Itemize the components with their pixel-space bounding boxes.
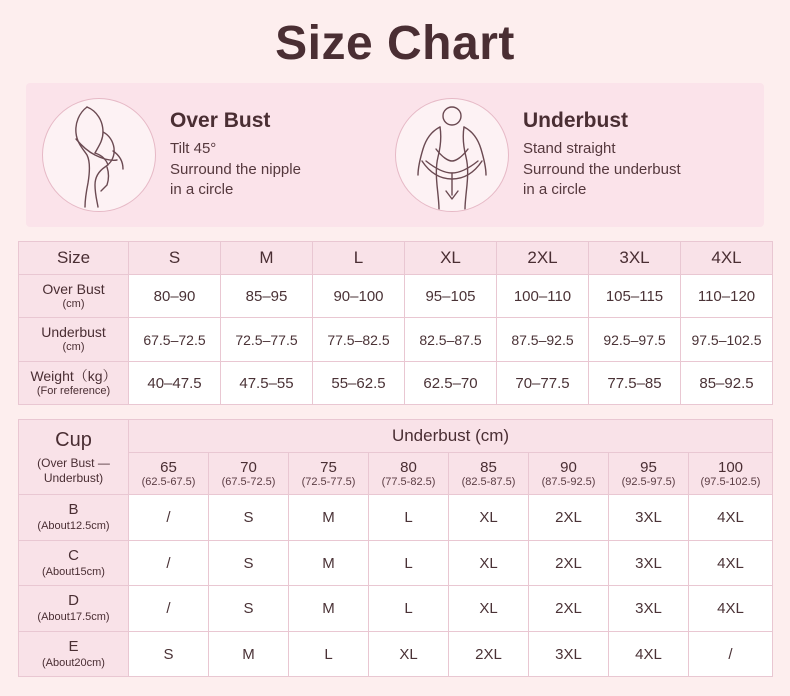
row-header-weight-note: (For reference) — [36, 384, 111, 397]
cell-underbust-s: 67.5–72.5 — [129, 318, 221, 362]
cell-weight-xl: 62.5–70 — [405, 361, 497, 405]
table-row-subheader — [19, 453, 773, 495]
col-header-65-main: 65 — [160, 459, 177, 477]
row-header-weight-label: Weight（kg） — [30, 367, 117, 384]
cell-overbust-m: 85–95 — [221, 274, 313, 318]
col-header-75-main: 75 — [320, 459, 337, 477]
cell-e-70: M — [209, 631, 289, 677]
guide-underbust-line-1: Stand straight — [523, 140, 616, 158]
col-header-75-range: (72.5-77.5) — [301, 476, 356, 489]
cell-d-95: 3XL — [609, 586, 689, 632]
cell-c-100: 4XL — [689, 540, 773, 586]
row-header-cup-b-label: B — [68, 501, 79, 519]
row-header-cup-e — [19, 631, 129, 677]
col-header-95 — [609, 453, 689, 495]
cell-d-70: S — [209, 586, 289, 632]
cell-b-80: L — [369, 495, 449, 541]
corner-header-cup-label: Cup — [55, 428, 92, 451]
table-row-header — [19, 420, 773, 453]
cell-d-90: 2XL — [529, 586, 609, 632]
row-header-cup-e-note: (About20cm) — [42, 656, 105, 669]
guide-underbust — [395, 98, 748, 212]
guide-over-bust-line-3: in a circle — [170, 180, 234, 198]
cell-c-80: L — [369, 540, 449, 586]
row-header-cup-c-label: C — [68, 546, 79, 564]
cell-weight-3xl: 77.5–85 — [589, 361, 681, 405]
row-header-cup-d — [19, 586, 129, 632]
col-header-90-main: 90 — [560, 459, 577, 477]
row-header-weight — [19, 361, 129, 405]
table-row — [19, 361, 773, 405]
col-header-100-range: (97.5-102.5) — [700, 476, 761, 489]
cell-underbust-l: 77.5–82.5 — [313, 318, 405, 362]
measurement-guide-band — [26, 83, 764, 227]
col-header-95-range: (92.5-97.5) — [621, 476, 676, 489]
col-header-80 — [369, 453, 449, 495]
col-header-size: Size — [19, 241, 129, 274]
cell-weight-l: 55–62.5 — [313, 361, 405, 405]
row-header-cup-b-note: (About12.5cm) — [37, 520, 110, 533]
guide-over-bust-line-1: Tilt 45° — [170, 140, 217, 158]
row-header-over-bust-label: Over Bust — [42, 280, 105, 297]
table-row — [19, 495, 773, 541]
cell-underbust-4xl: 97.5–102.5 — [681, 318, 773, 362]
cell-c-90: 2XL — [529, 540, 609, 586]
cell-d-85: XL — [449, 586, 529, 632]
cell-overbust-l: 90–100 — [313, 274, 405, 318]
cell-overbust-2xl: 100–110 — [497, 274, 589, 318]
guide-over-bust-heading: Over Bust — [170, 109, 271, 133]
row-header-over-bust — [19, 274, 129, 318]
cell-e-75: L — [289, 631, 369, 677]
row-header-over-bust-unit: (cm) — [62, 297, 85, 310]
col-header-m: M — [221, 241, 313, 274]
cell-b-75: M — [289, 495, 369, 541]
cell-d-75: M — [289, 586, 369, 632]
cell-c-95: 3XL — [609, 540, 689, 586]
table-row — [19, 274, 773, 318]
row-header-cup-b — [19, 495, 129, 541]
cell-b-100: 4XL — [689, 495, 773, 541]
cell-d-65: / — [129, 586, 209, 632]
row-header-cup-e-label: E — [68, 637, 79, 655]
cell-e-100: / — [689, 631, 773, 677]
guide-underbust-heading: Underbust — [523, 109, 628, 133]
cell-weight-2xl: 70–77.5 — [497, 361, 589, 405]
span-header-underbust: Underbust (cm) — [129, 420, 773, 453]
cell-underbust-xl: 82.5–87.5 — [405, 318, 497, 362]
col-header-100-main: 100 — [717, 459, 744, 477]
cell-overbust-3xl: 105–115 — [589, 274, 681, 318]
guide-over-bust — [42, 98, 395, 212]
cell-e-95: 4XL — [609, 631, 689, 677]
cell-e-65: S — [129, 631, 209, 677]
cell-e-80: XL — [369, 631, 449, 677]
table-row — [19, 586, 773, 632]
col-header-100 — [689, 453, 773, 495]
col-header-65-range: (62.5-67.5) — [141, 476, 196, 489]
cell-c-75: M — [289, 540, 369, 586]
cell-b-95: 3XL — [609, 495, 689, 541]
cell-d-80: L — [369, 586, 449, 632]
size-measurements-table — [18, 241, 773, 406]
cell-b-90: 2XL — [529, 495, 609, 541]
row-header-cup-c-note: (About15cm) — [42, 565, 105, 578]
col-header-80-main: 80 — [400, 459, 417, 477]
table-row — [19, 631, 773, 677]
col-header-xl: XL — [405, 241, 497, 274]
cell-overbust-4xl: 110–120 — [681, 274, 773, 318]
page-title: Size Chart — [275, 17, 515, 70]
col-header-2xl: 2XL — [497, 241, 589, 274]
col-header-75 — [289, 453, 369, 495]
col-header-80-range: (77.5-82.5) — [381, 476, 436, 489]
col-header-s: S — [129, 241, 221, 274]
row-header-underbust-unit: (cm) — [62, 341, 85, 354]
col-header-70-main: 70 — [240, 459, 257, 477]
cell-underbust-m: 72.5–77.5 — [221, 318, 313, 362]
col-header-70-range: (67.5-72.5) — [221, 476, 276, 489]
cell-b-70: S — [209, 495, 289, 541]
col-header-3xl: 3XL — [589, 241, 681, 274]
row-header-cup-c — [19, 540, 129, 586]
table-row — [19, 318, 773, 362]
underbust-illustration-icon — [395, 98, 509, 212]
row-header-underbust — [19, 318, 129, 362]
col-header-4xl: 4XL — [681, 241, 773, 274]
corner-header-cup-note: (Over Bust — Underbust) — [37, 455, 110, 485]
row-header-cup-d-label: D — [68, 592, 79, 610]
guide-underbust-text — [523, 109, 681, 200]
cell-c-70: S — [209, 540, 289, 586]
col-header-85-range: (82.5-87.5) — [461, 476, 516, 489]
guide-underbust-line-3: in a circle — [523, 180, 587, 198]
col-header-70 — [209, 453, 289, 495]
cell-c-85: XL — [449, 540, 529, 586]
cell-d-100: 4XL — [689, 586, 773, 632]
cell-weight-s: 40–47.5 — [129, 361, 221, 405]
col-header-90-range: (87.5-92.5) — [541, 476, 596, 489]
guide-over-bust-text — [170, 109, 301, 200]
cell-underbust-3xl: 92.5–97.5 — [589, 318, 681, 362]
col-header-95-main: 95 — [640, 459, 657, 477]
col-header-65 — [129, 453, 209, 495]
guide-over-bust-line-2: Surround the nipple — [170, 160, 301, 178]
cell-weight-m: 47.5–55 — [221, 361, 313, 405]
table-row — [19, 540, 773, 586]
col-header-l: L — [313, 241, 405, 274]
cup-underbust-table — [18, 419, 773, 677]
guide-underbust-line-2: Surround the underbust — [523, 160, 681, 178]
row-header-underbust-label: Underbust — [41, 324, 106, 341]
row-header-cup-d-note: (About17.5cm) — [37, 611, 110, 624]
table-row-header — [19, 241, 773, 274]
col-header-85 — [449, 453, 529, 495]
cell-overbust-s: 80–90 — [129, 274, 221, 318]
over-bust-illustration-icon — [42, 98, 156, 212]
col-header-90 — [529, 453, 609, 495]
cell-b-65: / — [129, 495, 209, 541]
cell-weight-4xl: 85–92.5 — [681, 361, 773, 405]
cell-b-85: XL — [449, 495, 529, 541]
cell-e-90: 3XL — [529, 631, 609, 677]
cell-overbust-xl: 95–105 — [405, 274, 497, 318]
cell-underbust-2xl: 87.5–92.5 — [497, 318, 589, 362]
corner-header-cup — [19, 420, 129, 495]
cell-c-65: / — [129, 540, 209, 586]
cell-e-85: 2XL — [449, 631, 529, 677]
col-header-85-main: 85 — [480, 459, 497, 477]
